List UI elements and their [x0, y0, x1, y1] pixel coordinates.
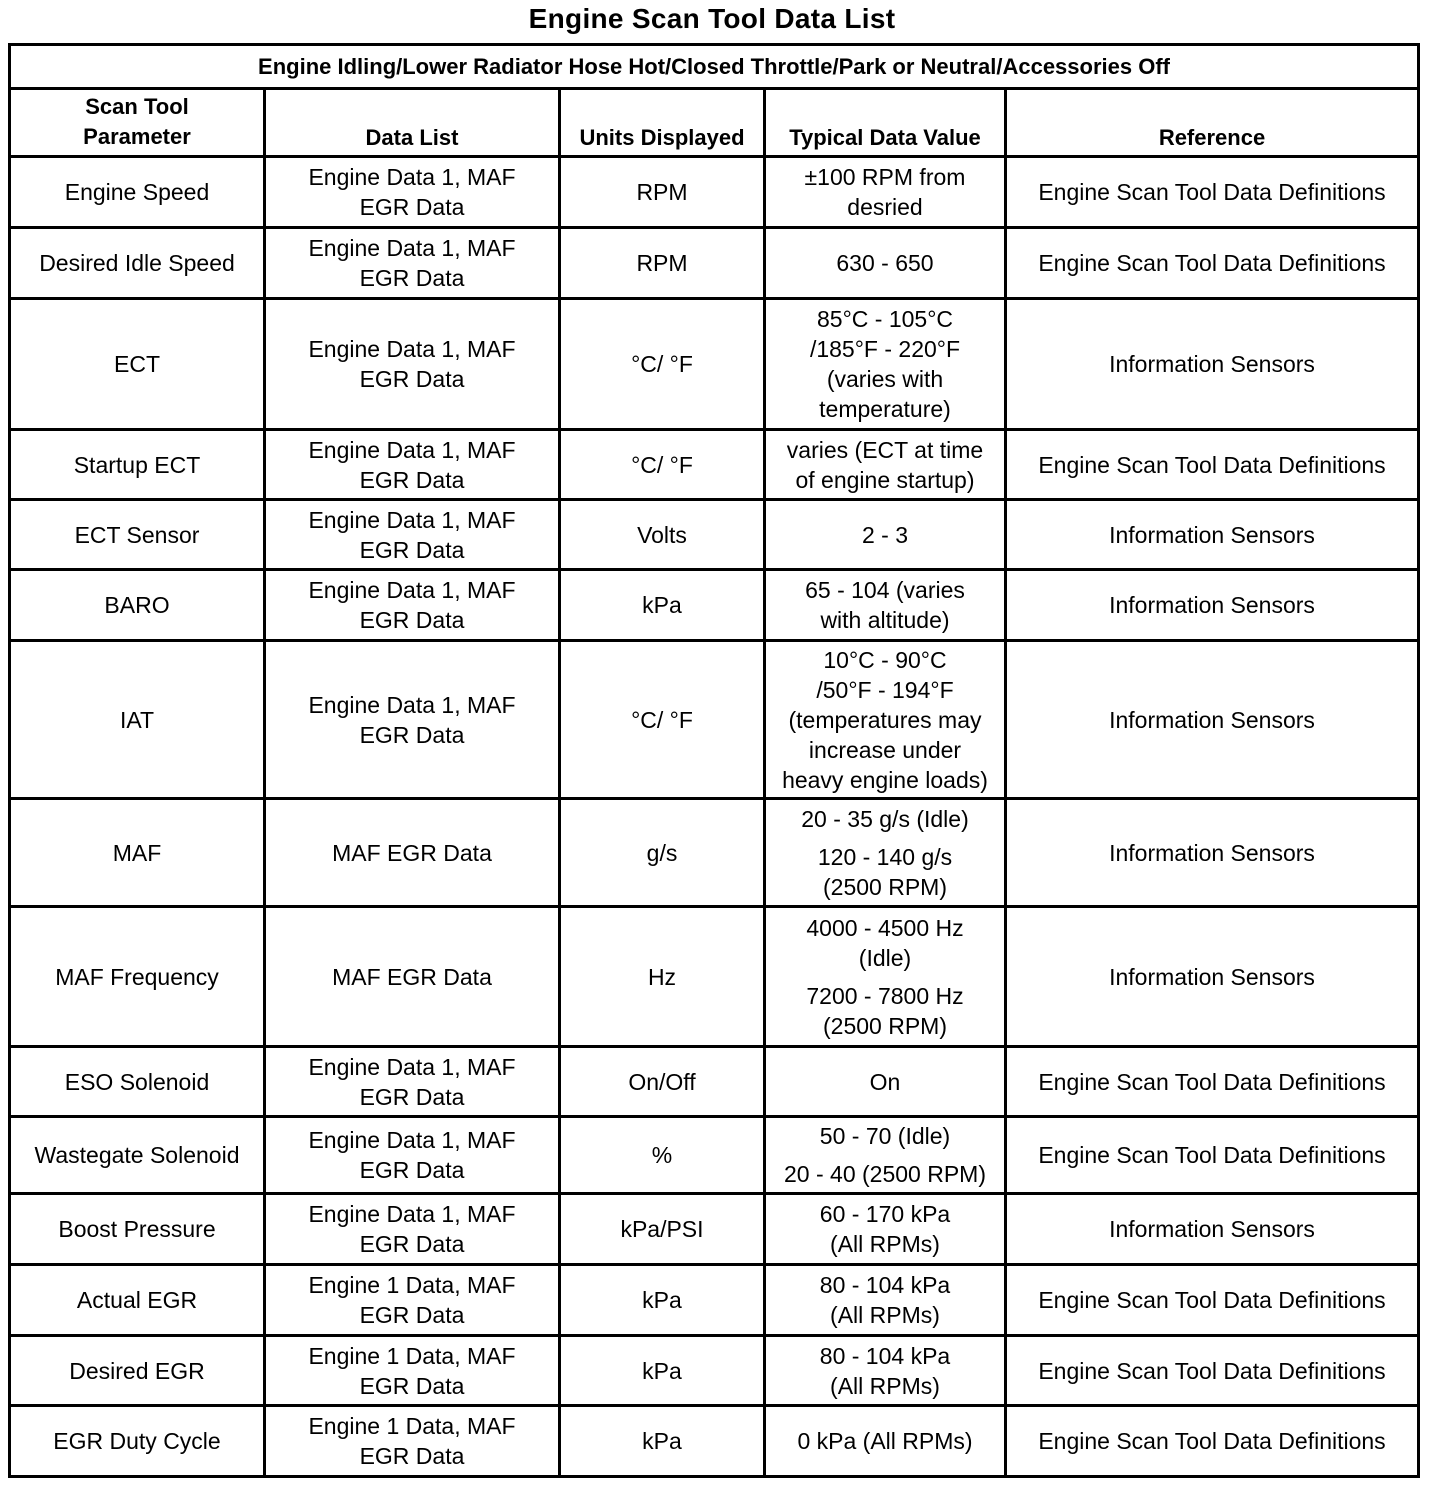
data-list-line: Engine Data 1, MAF	[308, 1127, 516, 1153]
typical-value-line: 85°C - 105°C	[816, 306, 953, 332]
data-list-line: EGR Data	[359, 366, 465, 392]
cell-typical-value	[765, 1117, 1006, 1194]
header-typical-data-value: Typical Data Value	[765, 89, 1006, 157]
cell-parameter: Boost Pressure	[10, 1194, 265, 1265]
cell-data-list	[265, 1336, 560, 1406]
cell-typical-value	[765, 157, 1006, 228]
data-list-line: Engine Data 1, MAF	[308, 506, 516, 533]
table-row	[10, 1047, 1419, 1117]
typical-value-line: 80 - 104 kPa	[819, 1342, 951, 1369]
cell-typical-value	[765, 1047, 1006, 1117]
cell-units: kPa	[560, 1265, 765, 1336]
data-list-line: EGR Data	[359, 721, 465, 748]
cell-typical-value	[765, 1265, 1006, 1336]
cell-data-list	[265, 500, 560, 570]
document-title: Engine Scan Tool Data List	[528, 3, 896, 34]
cell-reference: Information Sensors	[1006, 799, 1419, 907]
data-list-line: EGR Data	[359, 1231, 465, 1257]
cell-reference: Information Sensors	[1006, 641, 1419, 799]
cell-units: kPa	[560, 570, 765, 641]
cell-units: kPa/PSI	[560, 1194, 765, 1265]
cell-data-list	[265, 1265, 560, 1336]
cell-data-list	[265, 299, 560, 430]
cell-reference: Information Sensors	[1006, 500, 1419, 570]
cell-units: Volts	[560, 500, 765, 570]
cell-units: kPa	[560, 1406, 765, 1477]
typical-value-line: heavy engine loads)	[782, 766, 988, 793]
typical-value-line: 0 kPa (All RPMs)	[797, 1428, 973, 1454]
data-list-line: EGR Data	[359, 1083, 465, 1110]
data-list-line: EGR Data	[359, 536, 465, 563]
data-list-line: Engine 1 Data, MAF	[308, 1413, 516, 1439]
typical-value-line: 120 - 140 g/s	[817, 843, 953, 870]
typical-value-line: ±100 RPM from	[804, 164, 966, 190]
typical-value-line: 4000 - 4500 Hz	[806, 914, 964, 941]
cell-parameter: Desired EGR	[10, 1336, 265, 1406]
data-list-line: EGR Data	[359, 265, 465, 291]
cell-typical-value	[765, 799, 1006, 907]
data-list-line: EGR Data	[359, 466, 465, 493]
table-row	[10, 1265, 1419, 1336]
cell-parameter: Wastegate Solenoid	[10, 1117, 265, 1194]
data-list-line: Engine 1 Data, MAF	[308, 1272, 516, 1298]
table-row	[10, 1406, 1419, 1477]
cell-data-list	[265, 228, 560, 299]
typical-value-line: 10°C - 90°C	[823, 646, 947, 673]
table-row	[10, 641, 1419, 799]
table-row	[10, 500, 1419, 570]
cell-typical-value	[765, 299, 1006, 430]
cell-parameter: Engine Speed	[10, 157, 265, 228]
data-list-line: EGR Data	[359, 1443, 465, 1469]
cell-units: Hz	[560, 907, 765, 1047]
cell-units: g/s	[560, 799, 765, 907]
data-list-line: EGR Data	[359, 1372, 465, 1399]
data-list-line: Engine Data 1, MAF	[308, 336, 516, 362]
table-row	[10, 1336, 1419, 1406]
typical-value-line: On	[869, 1068, 901, 1095]
table-row	[10, 1117, 1419, 1194]
typical-value-line: (2500 RPM)	[823, 873, 947, 900]
typical-value-line: 65 - 104 (varies	[805, 577, 965, 603]
typical-value-line: /50°F - 194°F	[816, 676, 954, 703]
cell-reference: Engine Scan Tool Data Definitions	[1006, 1336, 1419, 1406]
cell-units: °C/ °F	[560, 430, 765, 500]
header-scan-tool-parameter	[10, 89, 265, 157]
typical-value-line: 20 - 35 g/s (Idle)	[801, 805, 969, 832]
typical-value-line: increase under	[808, 736, 962, 763]
cell-units: °C/ °F	[560, 299, 765, 430]
typical-value-line: varies (ECT at time	[786, 436, 984, 463]
data-list-line: Engine Data 1, MAF	[308, 164, 516, 190]
table-row	[10, 570, 1419, 641]
header-parameter-line: Parameter	[83, 123, 191, 149]
cell-parameter: Actual EGR	[10, 1265, 265, 1336]
cell-units: On/Off	[560, 1047, 765, 1117]
cell-parameter: ECT Sensor	[10, 500, 265, 570]
table-row	[10, 907, 1419, 1047]
cell-parameter: IAT	[10, 641, 265, 799]
cell-data-list	[265, 641, 560, 799]
typical-value-line: 630 - 650	[836, 250, 934, 276]
cell-parameter: MAF Frequency	[10, 907, 265, 1047]
cell-reference: Information Sensors	[1006, 570, 1419, 641]
cell-parameter: Desired Idle Speed	[10, 228, 265, 299]
cell-units: °C/ °F	[560, 641, 765, 799]
cell-units: %	[560, 1117, 765, 1194]
cell-parameter: ESO Solenoid	[10, 1047, 265, 1117]
typical-value-line: /185°F - 220°F	[809, 336, 961, 362]
data-list-line: EGR Data	[359, 1302, 465, 1328]
cell-units: RPM	[560, 157, 765, 228]
typical-value-line: 50 - 70 (Idle)	[819, 1123, 951, 1149]
data-list-line: Engine 1 Data, MAF	[308, 1342, 516, 1369]
header-reference: Reference	[1006, 89, 1419, 157]
typical-value-line: 7200 - 7800 Hz	[806, 982, 964, 1009]
cell-reference: Information Sensors	[1006, 907, 1419, 1047]
cell-units: RPM	[560, 228, 765, 299]
cell-reference: Engine Scan Tool Data Definitions	[1006, 157, 1419, 228]
table-row	[10, 157, 1419, 228]
table-row	[10, 299, 1419, 430]
cell-typical-value	[765, 1406, 1006, 1477]
data-list-line: Engine Data 1, MAF	[308, 1201, 516, 1227]
table-row	[10, 228, 1419, 299]
cell-data-list	[265, 1406, 560, 1477]
cell-parameter: BARO	[10, 570, 265, 641]
table-row	[10, 430, 1419, 500]
typical-value-line: (All RPMs)	[830, 1372, 940, 1399]
cell-data-list	[265, 1194, 560, 1265]
cell-parameter: ECT	[10, 299, 265, 430]
typical-value-line: (All RPMs)	[830, 1231, 940, 1257]
cell-typical-value	[765, 907, 1006, 1047]
data-list-line: EGR Data	[359, 607, 465, 633]
cell-data-list	[265, 907, 560, 1047]
typical-value-line: desried	[847, 194, 923, 220]
typical-value-line: 60 - 170 kPa	[819, 1201, 951, 1227]
data-list-line: Engine Data 1, MAF	[308, 691, 516, 718]
typical-value-line: (varies with	[826, 366, 944, 392]
scan-tool-data-table	[8, 43, 1420, 1478]
cell-reference: Information Sensors	[1006, 299, 1419, 430]
table-body	[10, 157, 1419, 1477]
typical-value-line: temperature)	[819, 396, 951, 422]
header-data-list: Data List	[265, 89, 560, 157]
cell-typical-value	[765, 1336, 1006, 1406]
typical-value-line: of engine startup)	[795, 466, 975, 493]
header-parameter-line: Scan Tool	[85, 93, 189, 119]
cell-reference: Engine Scan Tool Data Definitions	[1006, 228, 1419, 299]
typical-value-line: (Idle)	[858, 944, 912, 971]
table-row	[10, 799, 1419, 907]
test-conditions: Engine Idling/Lower Radiator Hose Hot/Closed Throttle/Park or Neutral/Accessories Off	[10, 45, 1419, 89]
table-row	[10, 1194, 1419, 1265]
cell-parameter: EGR Duty Cycle	[10, 1406, 265, 1477]
cell-reference: Engine Scan Tool Data Definitions	[1006, 1117, 1419, 1194]
data-list-line: MAF EGR Data	[332, 839, 492, 866]
data-list-line: Engine Data 1, MAF	[308, 436, 516, 463]
cell-data-list	[265, 1117, 560, 1194]
typical-value-line: 2 - 3	[861, 521, 909, 548]
cell-typical-value	[765, 430, 1006, 500]
cell-data-list	[265, 1047, 560, 1117]
cell-typical-value	[765, 570, 1006, 641]
cell-parameter: Startup ECT	[10, 430, 265, 500]
cell-reference: Engine Scan Tool Data Definitions	[1006, 1265, 1419, 1336]
cell-reference: Engine Scan Tool Data Definitions	[1006, 1047, 1419, 1117]
typical-value-line: 80 - 104 kPa	[819, 1272, 951, 1298]
typical-value-line: (All RPMs)	[830, 1302, 940, 1328]
typical-value-line: with altitude)	[820, 607, 950, 633]
cell-typical-value	[765, 1194, 1006, 1265]
cell-typical-value	[765, 228, 1006, 299]
cell-data-list	[265, 157, 560, 228]
data-list-line: EGR Data	[359, 1157, 465, 1183]
cell-data-list	[265, 430, 560, 500]
cell-reference: Information Sensors	[1006, 1194, 1419, 1265]
typical-value-line: (2500 RPM)	[823, 1012, 947, 1039]
data-list-line: EGR Data	[359, 194, 465, 220]
cell-parameter: MAF	[10, 799, 265, 907]
cell-data-list	[265, 570, 560, 641]
conditions-row	[10, 45, 1419, 89]
data-list-line: Engine Data 1, MAF	[308, 577, 516, 603]
cell-data-list	[265, 799, 560, 907]
cell-typical-value	[765, 500, 1006, 570]
data-list-line: Engine Data 1, MAF	[308, 1053, 516, 1080]
data-list-line: Engine Data 1, MAF	[308, 235, 516, 261]
header-units-displayed: Units Displayed	[560, 89, 765, 157]
cell-units: kPa	[560, 1336, 765, 1406]
header-row	[10, 89, 1419, 157]
typical-value-line: (temperatures may	[788, 706, 982, 733]
data-list-line: MAF EGR Data	[332, 963, 492, 990]
cell-typical-value	[765, 641, 1006, 799]
cell-reference: Engine Scan Tool Data Definitions	[1006, 1406, 1419, 1477]
cell-reference: Engine Scan Tool Data Definitions	[1006, 430, 1419, 500]
typical-value-line: 20 - 40 (2500 RPM)	[784, 1161, 986, 1187]
